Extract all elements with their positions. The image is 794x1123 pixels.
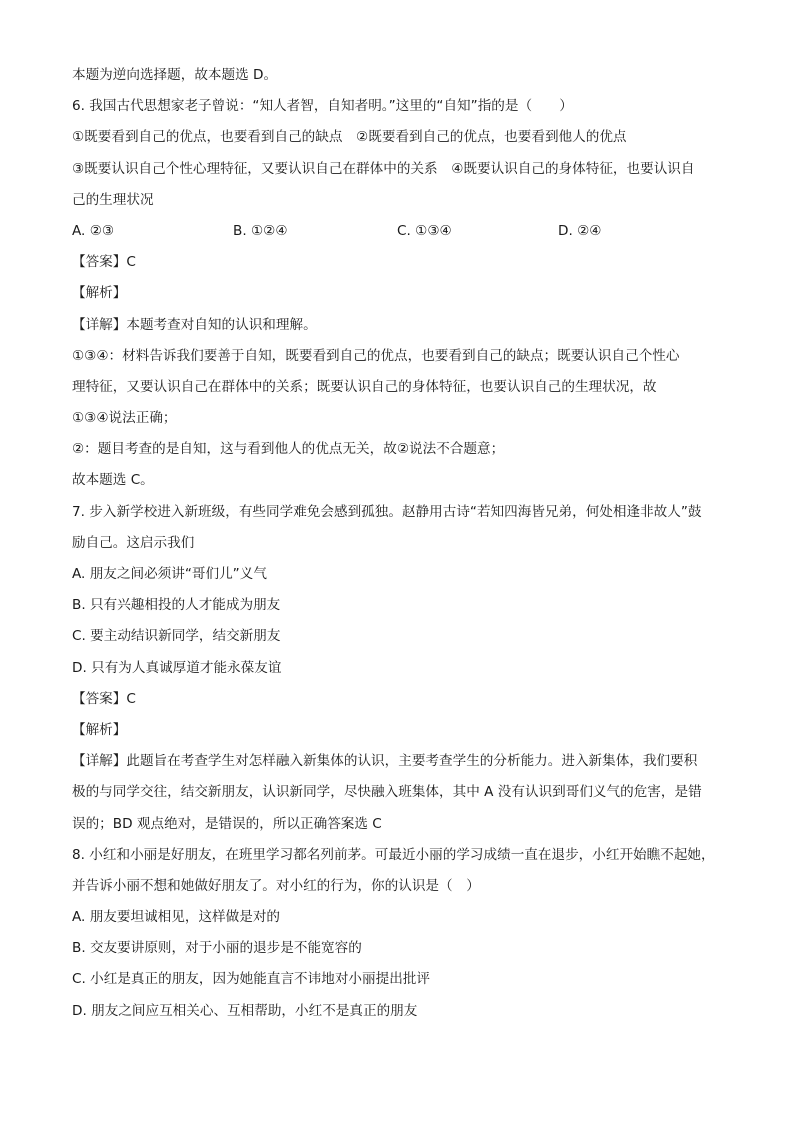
option-b: B. ①②④ bbox=[233, 222, 288, 239]
question-6-detail: ①③④说法正确； bbox=[72, 410, 177, 427]
question-7-detail: 极的与同学交往，结交新朋友，认识新同学，尽快融入班集体，其中 A 没有认识到哥们义气的危害，是错 bbox=[72, 784, 702, 801]
text-line: 本题为逆向选择题，故本题选 D。 bbox=[72, 67, 278, 83]
question-8-option-a: A. 朋友要坦诚相见，这样做是对的 bbox=[72, 909, 281, 926]
option-a: A. ②③ bbox=[72, 222, 115, 239]
question-6-statements-2: ③既要认识自己个性心理特征，又要认识自己在群体中的关系 ④既要认识自己的身体特征，也要认识自 bbox=[72, 160, 695, 177]
question-6-detail: ②：题目考查的是自知，这与看到他人的优点无关，故②说法不合题意； bbox=[72, 441, 505, 458]
question-8-option-d: D. 朋友之间应互相关心、互相帮助，小红不是真正的朋友 bbox=[72, 1002, 418, 1019]
question-6-detail: 【详解】本题考查对自知的认识和理解。 bbox=[72, 316, 317, 333]
question-7-option-d: D. 只有为人真诚厚道才能永葆友谊 bbox=[72, 659, 282, 676]
document-page bbox=[72, 60, 732, 1027]
question-6-analysis-label: 【解析】 bbox=[72, 285, 127, 302]
question-7-detail: 误的；BD 观点绝对，是错误的，所以正确答案选 C bbox=[72, 815, 382, 832]
question-7-answer: 【答案】C bbox=[72, 690, 136, 707]
option-d: D. ②④ bbox=[558, 222, 602, 239]
question-6-detail: 理特征，又要认识自己在群体中的关系；既要认识自己的身体特征，也要认识自己的生理状况，故 bbox=[72, 378, 657, 395]
option-c: C. ①③④ bbox=[397, 222, 452, 239]
question-8-stem: 并告诉小丽不想和她做好朋友了。对小红的行为，你的认识是（ ） bbox=[72, 877, 480, 894]
question-7-stem: 励自己。这启示我们 bbox=[72, 534, 195, 551]
question-6-stem: 6. 我国古代思想家老子曾说：“知人者智，自知者明。”这里的“自知”指的是（ ） bbox=[72, 98, 573, 115]
question-6-answer: 【答案】C bbox=[72, 254, 136, 271]
question-6-detail: 故本题选 C。 bbox=[72, 472, 154, 489]
question-8-option-c: C. 小红是真正的朋友，因为她能直言不讳地对小丽提出批评 bbox=[72, 971, 430, 988]
question-7-detail: 【详解】此题旨在考查学生对怎样融入新集体的认识，主要考查学生的分析能力。进入新集体，我们要积 bbox=[72, 753, 698, 770]
question-6-detail: ①③④：材料告诉我们要善于自知，既要看到自己的优点，也要看到自己的缺点；既要认识自己个性心 bbox=[72, 347, 680, 364]
question-7-option-b: B. 只有兴趣相投的人才能成为朋友 bbox=[72, 597, 281, 614]
question-8-stem: 8. 小红和小丽是好朋友，在班里学习都名列前茅。可最近小丽的学习成绩一直在退步，小红开始瞧不起她， bbox=[72, 846, 715, 863]
question-6-statements-3: 己的生理状况 bbox=[72, 191, 154, 208]
question-6-statements-1: ①既要看到自己的优点，也要看到自己的缺点 ②既要看到自己的优点，也要看到他人的优点 bbox=[72, 129, 627, 146]
question-7-stem: 7. 步入新学校进入新班级，有些同学难免会感到孤独。赵静用古诗“若知四海皆兄弟，何处相逢非故人”鼓 bbox=[72, 503, 702, 520]
question-7-analysis-label: 【解析】 bbox=[72, 721, 127, 738]
question-7-option-a: A. 朋友之间必须讲“哥们儿”义气 bbox=[72, 566, 267, 582]
question-6-options bbox=[72, 216, 732, 247]
question-7-option-c: C. 要主动结识新同学，结交新朋友 bbox=[72, 628, 281, 645]
question-8-option-b: B. 交友要讲原则，对于小丽的退步是不能宽容的 bbox=[72, 940, 362, 957]
